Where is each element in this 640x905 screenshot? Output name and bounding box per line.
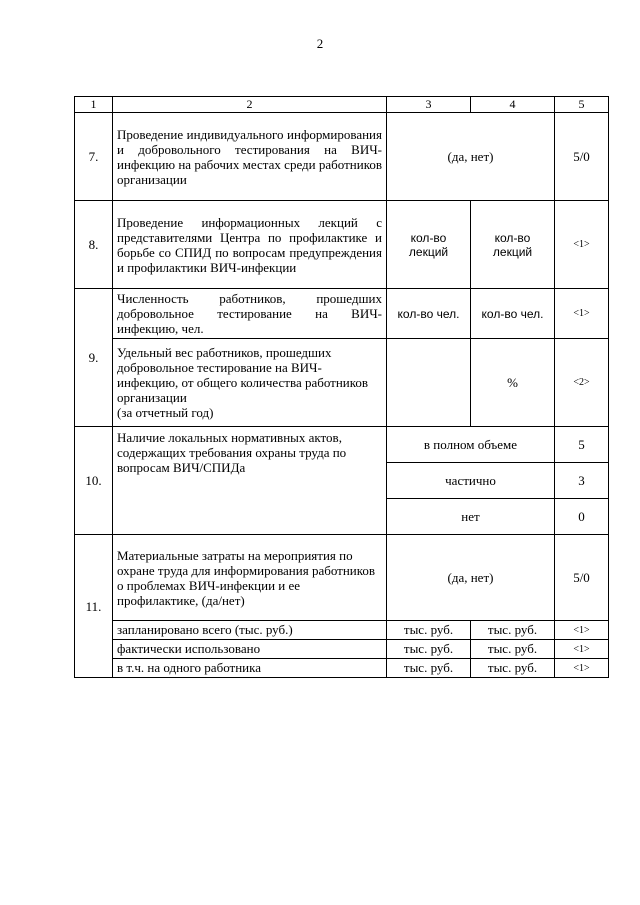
row-option-score: 3: [555, 463, 609, 499]
row-score: <1>: [555, 659, 609, 678]
row-score: 5/0: [555, 113, 609, 201]
page-number: 2: [316, 36, 324, 51]
row-score: <1>: [555, 201, 609, 289]
row-score: <1>: [555, 621, 609, 640]
row-col3-value: кол-во чел.: [387, 289, 471, 339]
table-row-7: [75, 113, 609, 201]
row-col3-value: тыс. руб.: [387, 621, 471, 640]
table-row-9b: [75, 339, 609, 427]
row-description: [113, 339, 387, 427]
row-col3-empty: [387, 339, 471, 427]
header-col-3: 3: [387, 97, 471, 113]
row-number: 8.: [75, 201, 113, 289]
row-number: 11.: [75, 535, 113, 678]
row-description: Материальные затраты на мероприятия по охране труда для информирования работников о проблемах ВИЧ-инфекции и ее профилактике, (да/нет): [113, 535, 387, 621]
row-period-note: (за отчетный год): [117, 405, 214, 420]
row-col4-value: %: [471, 339, 555, 427]
row-col4-value: кол-во чел.: [471, 289, 555, 339]
table-row-9a: [75, 289, 609, 339]
row-number: 7.: [75, 113, 113, 201]
row-col4-value: тыс. руб.: [471, 640, 555, 659]
row-option: нет: [387, 499, 555, 535]
row-number: 10.: [75, 427, 113, 535]
table-row-8: [75, 201, 609, 289]
row-subitem-label: запланировано всего (тыс. руб.): [113, 621, 387, 640]
header-col-4: 4: [471, 97, 555, 113]
row-value: (да, нет): [387, 535, 555, 621]
table-row-10-opt1: [75, 427, 609, 463]
criteria-table: [74, 96, 609, 678]
row-col4-value: кол-во лекций: [471, 201, 555, 289]
row-score: <1>: [555, 289, 609, 339]
header-col-2: 2: [113, 97, 387, 113]
row-col3-value: тыс. руб.: [387, 659, 471, 678]
row-description: Наличие локальных нормативных актов, содержащих требования охраны труда по вопросам ВИЧ/СПИДа: [113, 427, 387, 535]
row-subitem-label: фактически использовано: [113, 640, 387, 659]
row-col4-value: тыс. руб.: [471, 659, 555, 678]
header-row: [75, 97, 609, 113]
row-description: Проведение информационных лекций с представителями Центра по профилактике и борьбе со СПИД по вопросам предупреждения и профилактики ВИЧ-инфекции: [113, 201, 387, 289]
row-description: Численность работников, прошедших добровольное тестирование на ВИЧ-инфекцию, чел.: [113, 289, 387, 339]
row-col3-value: тыс. руб.: [387, 640, 471, 659]
row-option: в полном объеме: [387, 427, 555, 463]
table-row-11: [75, 535, 609, 621]
row-col4-value: тыс. руб.: [471, 621, 555, 640]
header-col-1: 1: [75, 97, 113, 113]
row-number: 9.: [75, 289, 113, 427]
header-col-5: 5: [555, 97, 609, 113]
row-option: частично: [387, 463, 555, 499]
row-description: Проведение индивидуального информирования и добровольного тестирования на ВИЧ-инфекцию на рабочих местах среди работников организации: [113, 113, 387, 201]
table-row-11-per-worker: [75, 659, 609, 678]
row-col3-value: кол-во лекций: [387, 201, 471, 289]
row-score: <2>: [555, 339, 609, 427]
row-description-text: Удельный вес работников, прошедших добровольное тестирование на ВИЧ-инфекцию, от общего количества работников организации: [117, 345, 369, 405]
row-option-score: 0: [555, 499, 609, 535]
row-score: <1>: [555, 640, 609, 659]
row-score: 5/0: [555, 535, 609, 621]
table-row-11-planned: [75, 621, 609, 640]
table-row-11-actual: [75, 640, 609, 659]
row-option-score: 5: [555, 427, 609, 463]
row-value: (да, нет): [387, 113, 555, 201]
row-subitem-label: в т.ч. на одного работника: [113, 659, 387, 678]
